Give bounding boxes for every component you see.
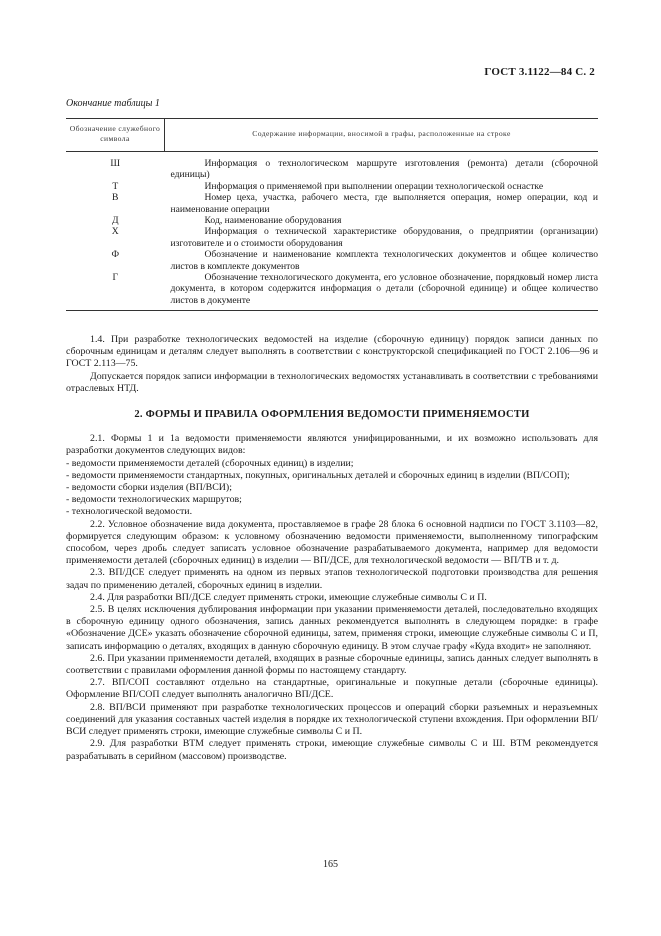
- row-description: Обозначение технологического документа, его условное обозначение, порядковый номер листа документа, в котором содержится информация о детали (сборочной единице) и общее количество листов в документе: [165, 272, 599, 311]
- paragraph-2-7: 2.7. ВП/СОП составляют отдельно на стандартные, оригинальные и покупные детали (сборочные единицы). Оформление ВП/СОП следует выполнять аналогично ВП/ДСЕ.: [66, 677, 598, 701]
- list-item: - ведомости применяемости деталей (сборочных единиц) в изделии;: [66, 457, 354, 469]
- paragraph-2-4: 2.4. Для разработки ВП/ДСЕ следует применять строки, имеющие служебные символы С и П.: [90, 591, 487, 603]
- paragraph-2-9: 2.9. Для разработки ВТМ следует применять строки, имеющие служебные символы С и Ш. ВТМ рекомендуется разрабатывать в серийном (массовом) производстве.: [66, 738, 598, 762]
- table-header-row: [66, 119, 598, 152]
- row-description: Информация о технологическом маршруте изготовления (ремонта) детали (сборочной единицы): [170, 158, 598, 181]
- column-header-symbol: Обозначение служебного символа: [66, 119, 165, 152]
- section-title: 2. ФОРМЫ И ПРАВИЛА ОФОРМЛЕНИЯ ВЕДОМОСТИ ПРИМЕНЯЕМОСТИ: [134, 409, 530, 421]
- row-description: Информация о технической характеристике оборудования, о предприятии (организации) изготовителе и о стоимости оборудования: [170, 226, 598, 249]
- paragraph-allowed: Допускается порядок записи информации в технологических ведомостях устанавливать в соответствии с требованиями отраслевых НТД.: [66, 370, 598, 394]
- page-number: 165: [323, 859, 338, 870]
- symbols-table: [66, 118, 598, 311]
- table-row: [66, 181, 598, 192]
- list-item: - ведомости применяемости стандартных, покупных, оригинальных деталей и сборочных единиц в изделии (ВП/СОП);: [66, 469, 570, 481]
- row-description: Информация о применяемой при выполнении операции технологической оснастке: [204, 180, 544, 192]
- table-row: [66, 192, 598, 215]
- list-item: - ведомости технологических маршрутов;: [66, 494, 242, 506]
- paragraph-1-4: 1.4. При разработке технологических ведомостей на изделие (сборочную единицу) порядок записи данных по сборочным единицам и деталям следует выполнять в соответствии с конструкторской спецификацией по ГОСТ 2.106—96 и ГОСТ 2.113—75.: [66, 334, 598, 370]
- table-row: [66, 215, 598, 226]
- row-description: Номер цеха, участка, рабочего места, где выполняется операция, номер операции, код и наименование операции: [170, 192, 598, 215]
- table-row: [66, 249, 598, 272]
- row-symbol: В: [112, 192, 119, 204]
- row-symbol: Х: [111, 226, 119, 238]
- row-description: Обозначение и наименование комплекта технологических документов и общее количество листов в комплекте документов: [170, 249, 598, 272]
- paragraph-2-3: 2.3. ВП/ДСЕ следует применять на одном из первых этапов технологической подготовки производства для решения задач по применению деталей, сборочных единиц в изделии.: [66, 567, 598, 591]
- page-header: ГОСТ 3.1122—84 С. 2: [484, 66, 595, 78]
- table-row: [66, 272, 598, 311]
- row-symbol: Д: [111, 215, 119, 227]
- paragraph-2-6: 2.6. При указании применяемости деталей, входящих в разные сборочные единицы, запись данных следует выполнять в соответствии с правилами оформления данной формы по настоящему стандарту.: [66, 652, 598, 677]
- column-header-content: Содержание информации, вносимой в графы, расположенные на строке: [165, 119, 599, 152]
- table-row: [66, 226, 598, 249]
- paragraph-2-5: 2.5. В целях исключения дублирования информации при указании применяемости деталей, последовательно входящих в сборочную единицу одного обозначения, запись данных рекомендуется выполнять в следующем порядке: в графе «Обозначение ДСЕ» указать обозначение сборочной единицы, затем, применяя строки, имеющие служебные символы С и П, записать информацию о деталях, входящих в данную сборочную единицу. В этом случае графу «Куда входит» не заполняют.: [66, 604, 598, 652]
- paragraph-2-2: 2.2. Условное обозначение вида документа, проставляемое в графе 28 блока 6 основной надписи по ГОСТ 3.1103—82, формируется следующим образом: к условному обозначению ведомости применяемости, выполненному типографским способом, через дробь следует записать условное обозначение разрабатываемого документа, например для ведомости применяемости деталей (сборочных единиц) в изделии — ВП/ДСЕ, для технологической ведомости — ВП/ТВ и т. д.: [66, 518, 598, 567]
- row-description: Код, наименование оборудования: [204, 215, 342, 227]
- row-symbol: Ф: [111, 249, 120, 261]
- list-item: - технологической ведомости.: [66, 506, 193, 518]
- document-body: [66, 334, 598, 763]
- row-symbol: Г: [66, 272, 165, 311]
- paragraph-2-1: 2.1. Формы 1 и 1а ведомости применяемости являются унифицированными, и их возможно использовать для разработки документов следующих видов:: [66, 433, 598, 457]
- table-caption: Окончание таблицы 1: [66, 98, 160, 109]
- paragraph-2-8: 2.8. ВП/ВСИ применяют при разработке технологических процессов и операций сборки разъемных и неразъемных соединений для указания составных частей изделия в порядке их технологической ступени вхождения. При оформлении ВП/ВСИ следует применять строки, имеющие служебные символы С и П.: [66, 701, 598, 738]
- table-row: [66, 152, 598, 181]
- row-symbol: Ш: [110, 158, 121, 169]
- list-item: - ведомости сборки изделия (ВП/ВСИ);: [66, 482, 232, 494]
- row-symbol: Т: [112, 180, 119, 192]
